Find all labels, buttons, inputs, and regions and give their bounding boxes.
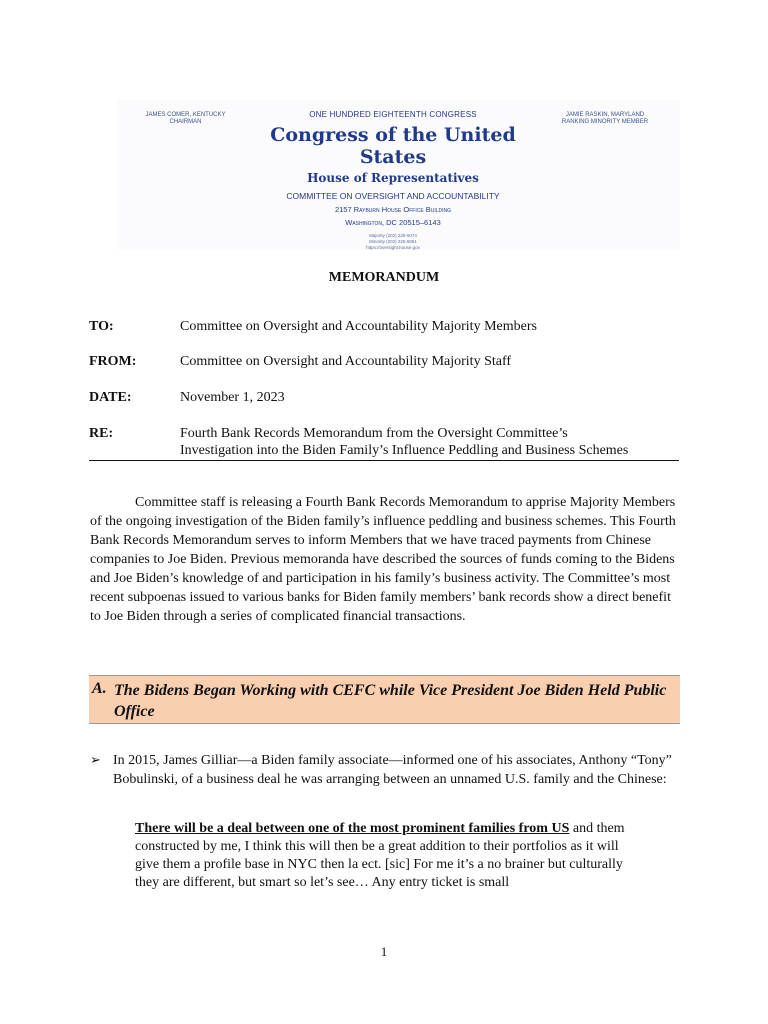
arrow-bullet-icon: ➢ [90,752,101,767]
committee-name: COMMITTEE ON OVERSIGHT AND ACCOUNTABILITY [286,191,500,201]
ranking-member-role: RANKING MINORITY MEMBER [561,119,649,125]
section-title: The Bidens Began Working with CEFC while Vice President Joe Biden Held Public Office [114,682,667,720]
date-value: November 1, 2023 [180,390,285,405]
quote-emphasis: There will be a deal between one of the most prominent families from US [135,821,570,836]
congress-number: ONE HUNDRED EIGHTEENTH CONGRESS [309,110,477,119]
date-label: DATE: [89,390,132,405]
to-value: Committee on Oversight and Accountability Majority Members [180,319,537,334]
section-a-heading [89,675,680,724]
contact-block [238,233,548,251]
header-divider [89,460,679,461]
letterhead [118,100,680,250]
re-line-2: Investigation into the Biden Family’s Influence Peddling and Business Schemes [180,443,629,458]
chairman-block [138,112,233,126]
from-label: FROM: [89,354,137,369]
house-title: House of Representatives [307,171,479,185]
ranking-member-name: JAMIE RASKIN, MARYLAND [565,112,645,118]
quote-rest: and them constructed by me, I think this will then be a great addition to their portfolios as it will give them a profile base in NYC then la ect. [sic] For me it’s a no brainer but culturally they are different, but smart so let’s see… Any entry ticket is small [135,821,625,890]
committee-city: Washington, DC 20515–6143 [345,218,441,227]
re-line-1: Fourth Bank Records Memorandum from the Oversight Committee’s [180,426,568,441]
section-letter: A. [92,680,107,697]
website: https://oversight.house.gov [366,245,420,250]
committee-address: 2157 Rayburn House Office Building [334,205,452,214]
block-quote [135,820,640,892]
chairman-role: CHAIRMAN [169,119,202,125]
congress-title: Congress of the United States [270,124,516,168]
majority-phone: Majority (202) 225-5074 [369,233,417,238]
re-value [180,425,680,459]
letterhead-center [238,110,548,251]
chairman-name: JAMES COMER, KENTUCKY [145,112,226,118]
minority-phone: Minority (202) 225-5051 [369,239,417,244]
memo-title: MEMORANDUM [328,270,440,285]
to-label: TO: [89,319,114,334]
ranking-member-block [550,112,660,126]
bullet-text: In 2015, James Gilliar—a Biden family associate—informed one of his associates, Anthony “Tony” Bobulinski, of a business deal he was arranging between an unnamed U.S. family and the Chinese: [113,753,672,787]
re-label: RE: [89,426,114,441]
from-value: Committee on Oversight and Accountability Majority Staff [180,354,512,369]
page-number: 1 [380,944,388,959]
intro-paragraph: Committee staff is releasing a Fourth Bank Records Memorandum to apprise Majority Members of the ongoing investigation of the Biden family’s influence peddling and business schemes. This Fourth Bank Records Memorandum serves to inform Members that we have traced payments from Chinese companies to Joe Biden. Previous memoranda have described the sources of funds coming to the Bidens and Joe Biden’s knowledge of and participation in his family’s business activity. The Committee’s most recent subpoenas issued to various banks for Biden family members’ bank records show a direct benefit to Joe Biden through a series of complicated financial transactions. [90,495,676,624]
